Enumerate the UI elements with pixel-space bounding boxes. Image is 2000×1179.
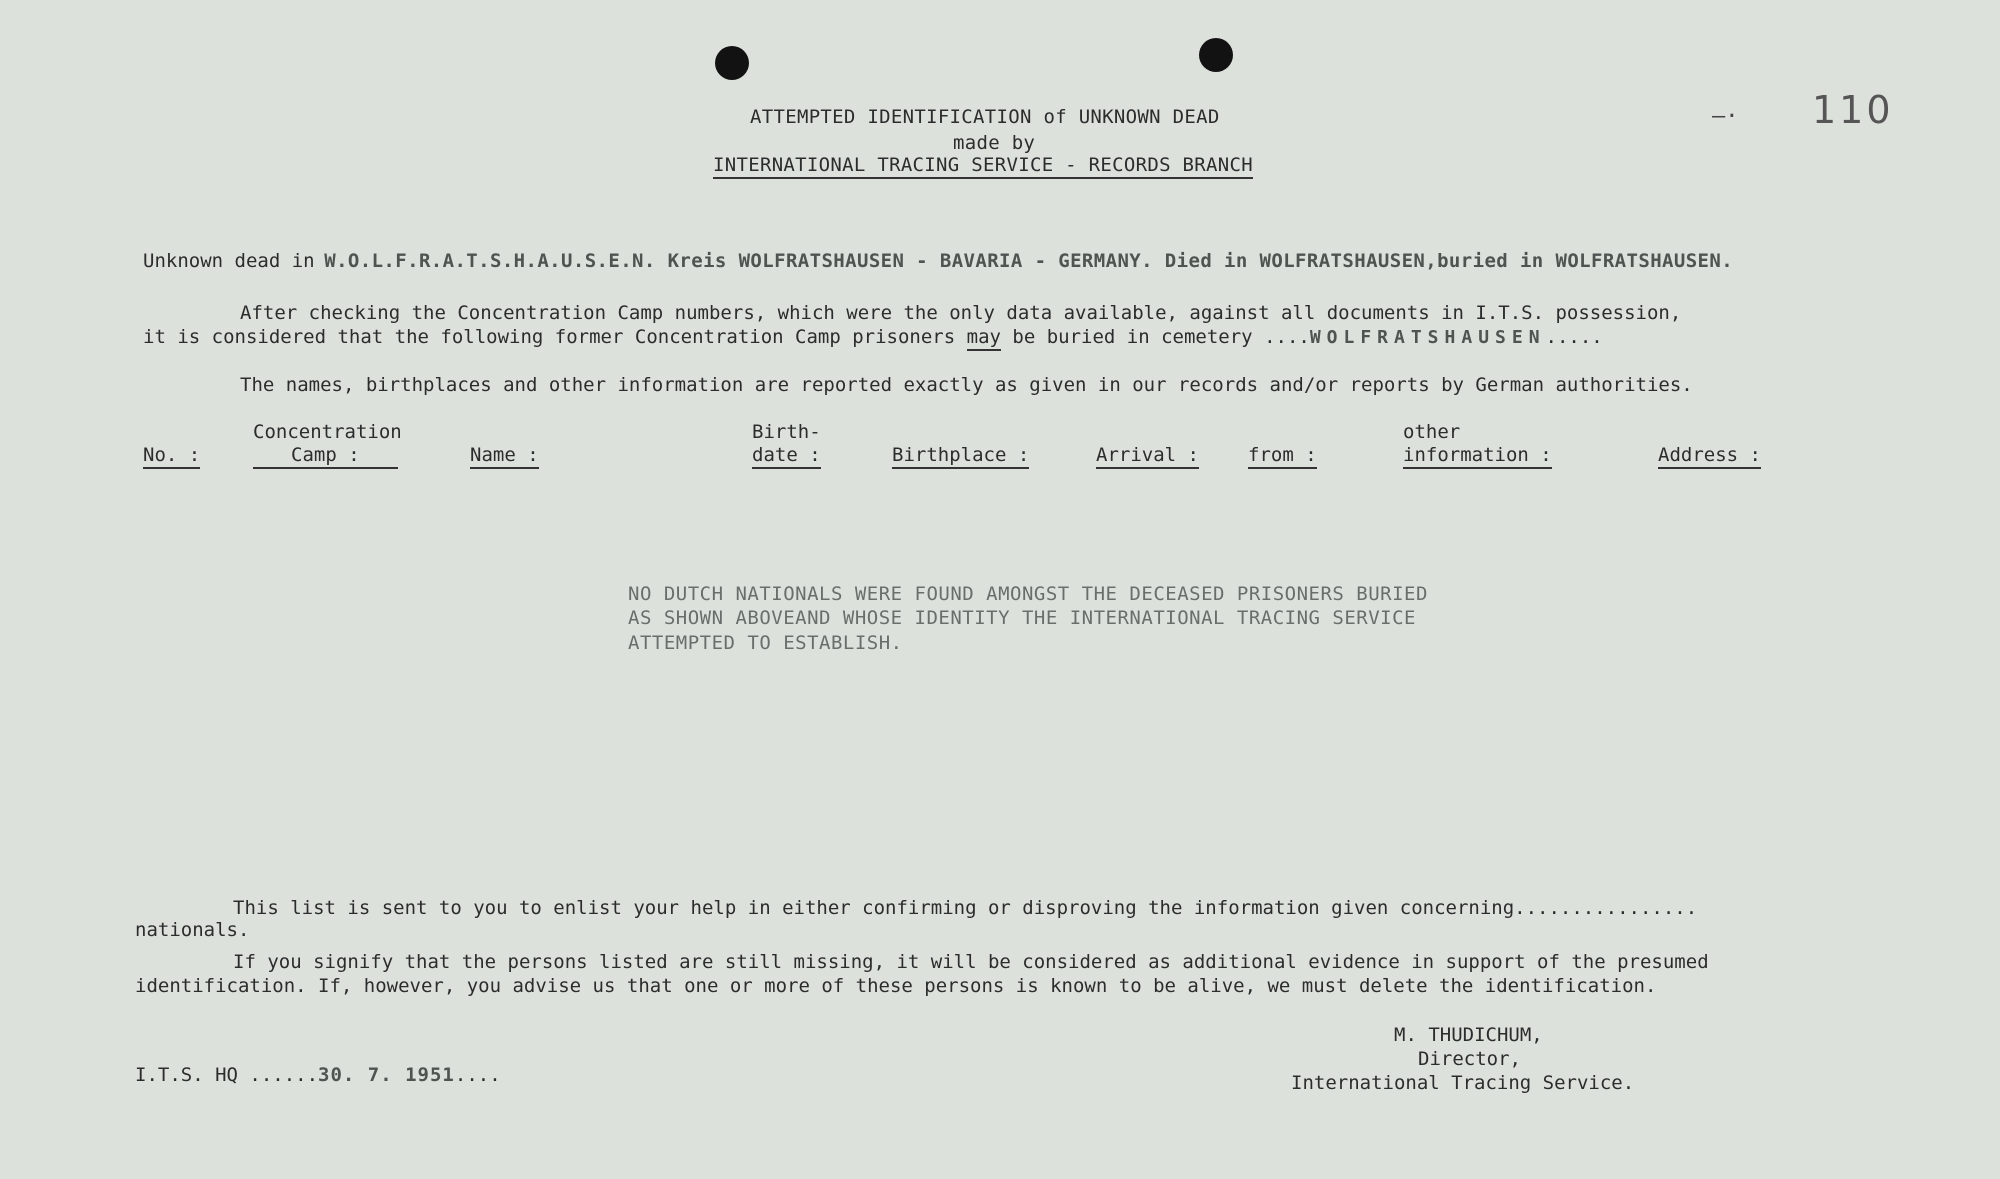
stamp-line-1: NO DUTCH NATIONALS WERE FOUND AMONGST THE DECEASED PRISONERS BURIED xyxy=(628,583,1428,605)
para1-line2-end: ..... xyxy=(1545,326,1603,348)
col-camp: Camp : xyxy=(253,444,398,469)
col-no: No. : xyxy=(143,444,200,469)
col-arrival: Arrival : xyxy=(1096,444,1199,469)
stamp-line-2: AS SHOWN ABOVEAND WHOSE IDENTITY THE INTERNATIONAL TRACING SERVICE xyxy=(628,607,1416,629)
para1-line2-text: it is considered that the following former Concentration Camp prisoners xyxy=(143,326,956,348)
signer-role: Director, xyxy=(1418,1048,1521,1070)
closing-line-4: identification. If, however, you advise us that one or more of these persons is known to be alive, we must delete the identification. xyxy=(135,975,1657,997)
may-word: may xyxy=(967,326,1001,351)
hq-date: 30. 7. 1951 xyxy=(318,1064,455,1086)
header-made-by: made by xyxy=(953,132,1036,154)
hq-line xyxy=(135,1064,501,1086)
unknown-dead-line xyxy=(143,250,1733,272)
para1-line1: After checking the Concentration Camp numbers, which were the only data available, against all documents in I.T.S. possession, xyxy=(240,302,1682,324)
para2: The names, birthplaces and other information are reported exactly as given in our records and/or reports by German authorities. xyxy=(240,374,1693,396)
col-birth-top: Birth- xyxy=(752,421,821,443)
col-from: from : xyxy=(1248,444,1317,469)
hq-end: .... xyxy=(454,1064,501,1086)
unknown-dead-label: Unknown dead in xyxy=(143,250,315,272)
col-camp-top: Concentration xyxy=(253,421,402,443)
para1-line2-post: be buried in cemetery .... xyxy=(1012,326,1310,348)
closing-line-1: This list is sent to you to enlist your help in either confirming or disproving the information given concerning................ xyxy=(233,897,1698,919)
col-information: information : xyxy=(1403,444,1552,469)
header-title: ATTEMPTED IDENTIFICATION of UNKNOWN DEAD xyxy=(750,106,1220,128)
page-mark: —· xyxy=(1712,104,1739,129)
closing-line-3: If you signify that the persons listed are still missing, it will be considered as additional evidence in support of the presumed xyxy=(233,951,1709,973)
stamp-line-3: ATTEMPTED TO ESTABLISH. xyxy=(628,632,903,654)
hq-label: I.T.S. HQ ...... xyxy=(135,1064,319,1086)
col-other-top: other xyxy=(1403,421,1461,443)
signer-name: M. THUDICHUM, xyxy=(1394,1024,1543,1046)
col-birthplace: Birthplace : xyxy=(892,444,1029,469)
closing-line-2: nationals. xyxy=(135,919,250,941)
punch-hole-right xyxy=(1199,38,1233,72)
header-organization: INTERNATIONAL TRACING SERVICE - RECORDS BRANCH xyxy=(713,154,1253,179)
col-address: Address : xyxy=(1658,444,1761,469)
signer-org: International Tracing Service. xyxy=(1291,1072,1635,1094)
para1-line2 xyxy=(143,326,1603,348)
page-number: 110 xyxy=(1812,88,1894,132)
unknown-dead-value: W.O.L.F.R.A.T.S.H.A.U.S.E.N. Kreis WOLFRATSHAUSEN - BAVARIA - GERMANY. Died in WOLFRATSHAUSEN,buried in WOLFRATSHAUSEN. xyxy=(324,250,1734,272)
col-name: Name : xyxy=(470,444,539,469)
col-birthdate: date : xyxy=(752,444,821,469)
cemetery-name: WOLFRATSHAUSEN xyxy=(1309,327,1546,348)
punch-hole-left xyxy=(715,46,749,80)
